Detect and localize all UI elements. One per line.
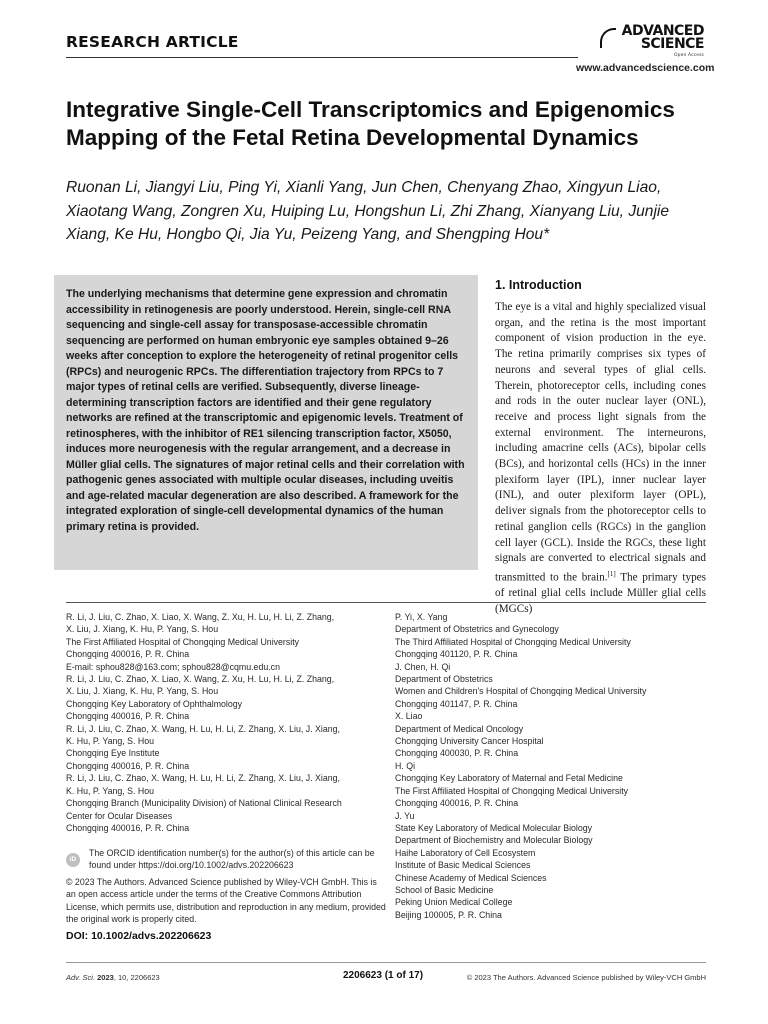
logo-line1: ADVANCED	[621, 23, 704, 39]
affiliation-line: Institute of Basic Medical Sciences	[395, 860, 531, 871]
footer-journal: Adv. Sci.	[66, 973, 96, 982]
affiliation-line: Department of Biochemistry and Molecular Biology	[395, 835, 593, 846]
affiliation-block	[395, 661, 706, 711]
affiliation-line: Haihe Laboratory of Cell Ecosystem	[395, 847, 536, 858]
affiliation-block	[395, 710, 706, 760]
affiliation-block	[66, 772, 366, 834]
affiliation-block	[66, 723, 366, 773]
affiliations-right-column	[395, 611, 706, 921]
author-list: Ruonan Li, Jiangyi Liu, Ping Yi, Xianli Yang, Jun Chen, Chenyang Zhao, Xingyun Liao, Xiaotang Wang, Zongren Xu, Huiping Lu, Hongshun Li, Zhi Zhang, Xianyang Liu, Junjie Xiang, Ke Hu, Hongbo Qi, Jia Yu, Peizeng Yang, and Shengping Hou*	[66, 179, 670, 243]
affiliation-line: Chongqing 400016, P. R. China	[66, 822, 190, 833]
affiliation-line: Chongqing Branch (Municipality Division) of National Clinical Research	[66, 798, 342, 809]
affiliation-line: K. Hu, P. Yang, S. Hou	[66, 785, 155, 796]
journal-website-link[interactable]: www.advancedscience.com	[576, 62, 715, 74]
affiliation-line: Chongqing 401120, P. R. China	[395, 649, 518, 660]
affiliation-line: Center for Ocular Diseases	[66, 810, 173, 821]
journal-logo[interactable]	[600, 24, 706, 62]
affiliation-line: X. Liao	[395, 711, 423, 722]
affiliations-left-column	[66, 611, 366, 834]
doi-link[interactable]: DOI: 10.1002/advs.202206623	[66, 930, 212, 942]
affiliation-line: J. Chen, H. Qi	[395, 661, 451, 672]
logo-subtitle: Open Access	[674, 53, 704, 58]
citation-link[interactable]: [1]	[607, 569, 616, 578]
footer-year: 2023	[97, 973, 114, 982]
affiliation-line: J. Yu	[395, 810, 415, 821]
affiliation-line: Department of Obstetrics and Gynecology	[395, 624, 559, 635]
affiliation-line: X. Liu, J. Xiang, K. Hu, P. Yang, S. Hou	[66, 686, 219, 697]
affiliation-line: The First Affiliated Hospital of Chongqing Medical University	[66, 636, 300, 647]
affiliation-line: Department of Medical Oncology	[395, 723, 524, 734]
affiliation-line: P. Yi, X. Yang	[395, 612, 448, 622]
intro-text-part1: The eye is a vital and highly specialized visual organ, and the retina is the most important component of vision production in the eye. The retina primarily comprises six types of neurons and several types of glial cells. Therein, photoreceptor cells, including cones and rods in the outer nuclear layer (ONL), receive and process light signals from the external environment. The interneurons, including amacrine cells (ACs), bipolar cells (BCs), and horizontal cells (HCs) in the inner plexiform layer (IPL), inner nuclear layer (INL), and outer plexiform layer (OPL), deliver signals from the photoreceptor cells to retinal ganglion cells (RGCs) in the ganglion cell layer (GCL). Inside the RGCs, these light signals are converted to electrical signals and transmitted to the brain.	[495, 301, 706, 584]
affiliation-line: K. Hu, P. Yang, S. Hou	[66, 736, 155, 747]
orcid-note	[66, 847, 386, 872]
footer-citation	[66, 973, 160, 982]
affiliation-line: H. Qi	[395, 760, 416, 771]
article-title: Integrative Single-Cell Transcriptomics and Epigenomics Mapping of the Fetal Retina Developmental Dynamics	[66, 97, 675, 150]
affiliation-line: School of Basic Medicine	[395, 884, 494, 895]
affiliation-line: Beijing 100005, P. R. China	[395, 909, 502, 920]
affiliation-line: R. Li, J. Liu, C. Zhao, X. Wang, H. Lu, H. Li, Z. Zhang, X. Liu, J. Xiang,	[66, 773, 340, 784]
affiliation-line: X. Liu, J. Xiang, K. Hu, P. Yang, S. Hou	[66, 624, 219, 635]
header-divider	[66, 57, 578, 58]
affiliation-line: The Third Affiliated Hospital of Chongqing Medical University	[395, 636, 631, 647]
section-heading-introduction: 1. Introduction	[495, 278, 582, 292]
affiliation-line: Chongqing 400016, P. R. China	[395, 798, 519, 809]
intro-text-part2: The primary types of retinal glial cells include Müller glial cells (MGCs)	[495, 571, 706, 616]
affiliation-line: Chongqing Eye Institute	[66, 748, 160, 759]
affiliation-line: Chinese Academy of Medical Sciences	[395, 872, 547, 883]
introduction-text	[495, 300, 706, 618]
license-text: © 2023 The Authors. Advanced Science published by Wiley-VCH GmbH. This is an open access article under the terms of the Creative Commons Attribution License, which permits use, distribution and reproduction in any medium, provided the original work is properly cited.	[66, 877, 386, 925]
affiliation-line: R. Li, J. Liu, C. Zhao, X. Wang, H. Lu, H. Li, Z. Zhang, X. Liu, J. Xiang,	[66, 723, 340, 734]
affiliation-line: State Key Laboratory of Medical Molecular Biology	[395, 822, 593, 833]
affiliation-block	[395, 611, 706, 661]
affiliation-line: Chongqing 400016, P. R. China	[66, 649, 190, 660]
orcid-icon[interactable]: iD	[66, 853, 80, 867]
affiliation-line: R. Li, J. Liu, C. Zhao, X. Liao, X. Wang, Z. Xu, H. Lu, H. Li, Z. Zhang,	[66, 674, 335, 685]
affiliation-line: The First Affiliated Hospital of Chongqing Medical University	[395, 785, 629, 796]
section-label: RESEARCH ARTICLE	[66, 33, 239, 51]
affiliation-line: Chongqing University Cancer Hospital	[395, 736, 544, 747]
affiliation-line: Chongqing 400016, P. R. China	[66, 760, 190, 771]
affiliation-line: Chongqing Key Laboratory of Ophthalmology	[66, 698, 243, 709]
affiliation-block	[395, 760, 706, 810]
affiliation-line: Women and Children's Hospital of Chongqing Medical University	[395, 686, 647, 697]
affiliation-block	[66, 673, 366, 723]
affiliation-block	[395, 810, 706, 922]
affiliation-line: Chongqing 400030, P. R. China	[395, 748, 519, 759]
affiliation-block	[66, 611, 366, 673]
footer-divider	[66, 962, 706, 963]
logo-line2: SCIENCE	[640, 36, 704, 52]
footer-volume: , 10, 2206623	[113, 973, 160, 982]
abstract-text: The underlying mechanisms that determine gene expression and chromatin accessibility in retinogenesis are poorly understood. Herein, single-cell RNA sequencing and single-cell assay for transposase-accessible chromatin sequencing are performed on human embryonic eye samples obtained 9–26 weeks after conception to explore the heterogeneity of retinal progenitor cells (RPCs) and neurogenic RPCs. The differentiation trajectory from RPCs to 7 major types of retinal cells are verified. Subsequently, diverse lineage-determining transcription factors are identified and their gene regulatory networks are refined at the transcriptomic and epigenomic levels. Treatment of retinospheres, with the inhibitor of RE1 silencing transcription factor, X5050, induces more neurogenesis with the regular arrangement, and a decrease in Müller glial cells. The signatures of major retinal cells and their correlation with pathogenic genes associated with multiple ocular diseases, including uveitis and age-related macular degeneration are also described. A framework for the integrated exploration of single-cell developmental dynamics of the human primary retina is provided.	[66, 288, 465, 533]
affiliation-line: Peking Union Medical College	[395, 897, 513, 908]
abstract-box	[54, 275, 478, 570]
logo-arc-icon	[600, 28, 616, 48]
affiliation-line: Chongqing 400016, P. R. China	[66, 711, 190, 722]
affiliation-line: Chongqing 401147, P. R. China	[395, 698, 518, 709]
orcid-text: The ORCID identification number(s) for the author(s) of this article can be found under https://doi.org/10.1002/advs.202206623	[89, 848, 375, 871]
affiliation-line: Chongqing Key Laboratory of Maternal and Fetal Medicine	[395, 773, 623, 784]
affiliation-line: E-mail: sphou828@163.com; sphou828@cqmu.edu.cn	[66, 661, 280, 672]
page-number: 2206623 (1 of 17)	[343, 970, 424, 981]
affiliations-divider	[66, 602, 706, 603]
footer-copyright: © 2023 The Authors. Advanced Science published by Wiley-VCH GmbH	[466, 973, 706, 982]
affiliation-line: Department of Obstetrics	[395, 674, 493, 685]
affiliation-line: R. Li, J. Liu, C. Zhao, X. Liao, X. Wang, Z. Xu, H. Lu, H. Li, Z. Zhang,	[66, 612, 335, 622]
